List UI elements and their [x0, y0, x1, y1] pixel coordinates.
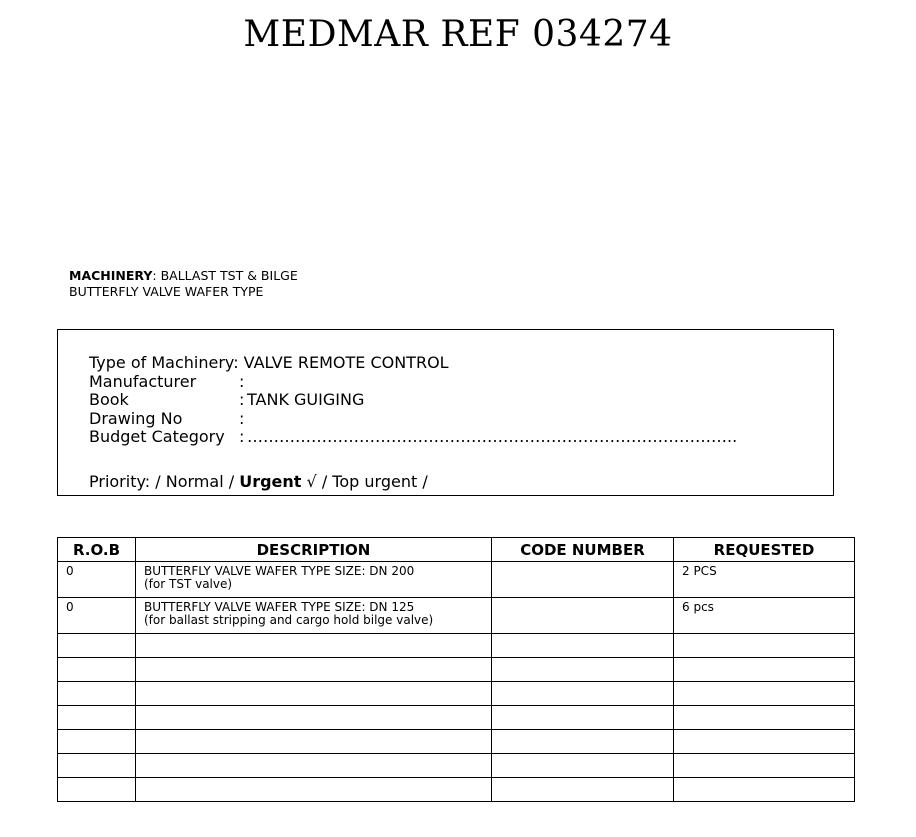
- cell-code-number: [492, 598, 674, 634]
- description-line-2: (for TST valve): [144, 577, 233, 591]
- type-label: Type of Machinery: [89, 353, 234, 372]
- empty-cell: [674, 706, 855, 730]
- table-row: [58, 598, 855, 634]
- budget-colon: :: [239, 427, 245, 446]
- empty-cell: [492, 706, 674, 730]
- empty-cell: [674, 682, 855, 706]
- manufacturer-label: Manufacturer: [89, 371, 197, 391]
- book-colon: :: [239, 390, 245, 409]
- book-value: TANK GUIGING: [247, 390, 365, 409]
- cell-description: [136, 562, 492, 598]
- empty-cell: [674, 634, 855, 658]
- budget-label: Budget Category: [89, 427, 225, 446]
- cell-requested: 2 PCS: [674, 562, 855, 598]
- empty-cell: [674, 658, 855, 682]
- empty-cell: [136, 730, 492, 754]
- cell-rob: 0: [58, 562, 136, 598]
- header-rob: R.O.B: [58, 538, 136, 562]
- empty-cell: [492, 658, 674, 682]
- empty-cell: [58, 682, 136, 706]
- machinery-line-2: BUTTERFLY VALVE WAFER TYPE: [69, 284, 264, 299]
- table-row-empty: [58, 658, 855, 682]
- header-requested: REQUESTED: [674, 538, 855, 562]
- drawing-colon: :: [239, 408, 245, 428]
- info-row-drawing: [89, 410, 449, 429]
- empty-cell: [136, 706, 492, 730]
- budget-value: ………………………………………………………………………………..: [247, 427, 738, 446]
- priority-normal: / Normal /: [155, 472, 235, 491]
- table-row-empty: [58, 778, 855, 802]
- description-line-2: (for ballast stripping and cargo hold bilge valve): [144, 613, 434, 627]
- priority-urgent: Urgent: [239, 472, 302, 491]
- table-row: [58, 562, 855, 598]
- empty-cell: [136, 778, 492, 802]
- empty-cell: [58, 634, 136, 658]
- empty-cell: [58, 754, 136, 778]
- machinery-value: : BALLAST TST & BILGE: [152, 268, 298, 283]
- table-row-empty: [58, 754, 855, 778]
- table-row-empty: [58, 706, 855, 730]
- empty-cell: [136, 658, 492, 682]
- table-body: [58, 562, 855, 802]
- document-title: MEDMAR REF 034274: [243, 14, 673, 55]
- info-row-type: [89, 354, 449, 373]
- cell-code-number: [492, 562, 674, 598]
- empty-cell: [136, 634, 492, 658]
- cell-requested: 6 pcs: [674, 598, 855, 634]
- empty-cell: [492, 682, 674, 706]
- empty-cell: [492, 778, 674, 802]
- drawing-label: Drawing No: [89, 408, 183, 428]
- empty-cell: [136, 682, 492, 706]
- empty-cell: [674, 730, 855, 754]
- empty-cell: [58, 778, 136, 802]
- description-line-1: BUTTERFLY VALVE WAFER TYPE SIZE: DN 200: [144, 564, 415, 578]
- info-row-budget: [89, 427, 738, 447]
- machinery-label: MACHINERY: [69, 268, 153, 283]
- table-row-empty: [58, 730, 855, 754]
- empty-cell: [58, 658, 136, 682]
- empty-cell: [58, 730, 136, 754]
- empty-cell: [58, 706, 136, 730]
- priority-line: [89, 472, 428, 491]
- manufacturer-colon: :: [239, 371, 245, 391]
- cell-description: [136, 598, 492, 634]
- book-label: Book: [89, 390, 129, 409]
- table-row-empty: [58, 634, 855, 658]
- empty-cell: [492, 730, 674, 754]
- info-row-manufacturer: [89, 373, 449, 392]
- machinery-info-box: [57, 329, 834, 496]
- empty-cell: [674, 778, 855, 802]
- info-row-book: [89, 391, 449, 410]
- empty-cell: [492, 754, 674, 778]
- empty-cell: [136, 754, 492, 778]
- description-line-1: BUTTERFLY VALVE WAFER TYPE SIZE: DN 125: [144, 600, 415, 614]
- info-lines: [89, 353, 738, 447]
- header-description: DESCRIPTION: [136, 538, 492, 562]
- requisition-table: [57, 537, 855, 802]
- priority-check-icon: √: [306, 472, 317, 491]
- priority-top-urgent: / Top urgent /: [321, 472, 428, 491]
- machinery-block: [69, 268, 298, 300]
- cell-rob: 0: [58, 598, 136, 634]
- empty-cell: [674, 754, 855, 778]
- type-value: : VALVE REMOTE CONTROL: [233, 353, 449, 372]
- empty-cell: [492, 634, 674, 658]
- priority-label: Priority:: [89, 472, 151, 491]
- header-code-number: CODE NUMBER: [492, 538, 674, 562]
- table-row-empty: [58, 682, 855, 706]
- machinery-line-1: [69, 268, 298, 284]
- table-header-row: [58, 538, 855, 562]
